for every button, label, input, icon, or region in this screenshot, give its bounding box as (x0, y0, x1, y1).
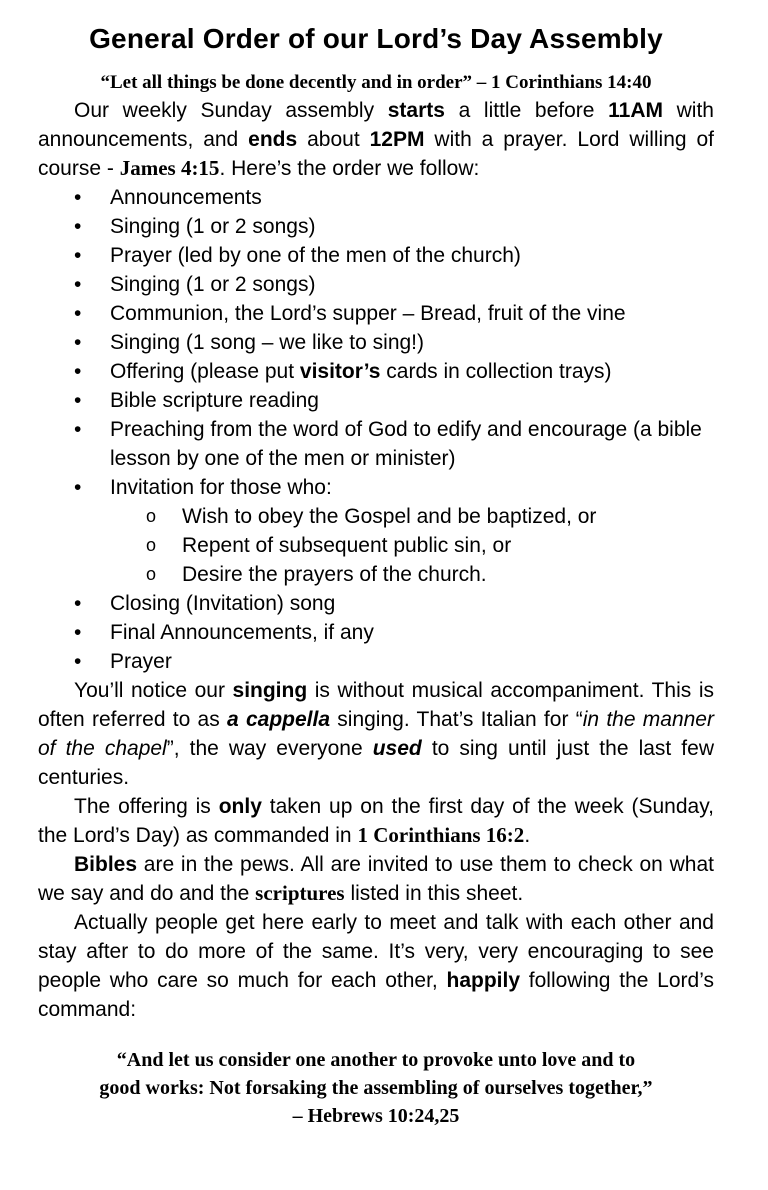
bullet-icon: • (74, 650, 82, 673)
paragraph-text: listed in this sheet. (344, 882, 524, 905)
intro-text: about (297, 128, 370, 151)
bold-bibles: Bibles (74, 853, 138, 876)
list-item-label: Preaching from the word of God to edify and encourage (a bible lesson by one of the men or minister) (110, 418, 702, 470)
bullet-icon: • (74, 215, 82, 238)
sub-list-item-label: Desire the prayers of the church. (182, 563, 487, 586)
scriptures-word: scriptures (255, 881, 345, 905)
intro-bold-ends: ends (248, 128, 298, 151)
list-item-label: Prayer (110, 650, 172, 673)
bullet-icon: • (74, 244, 82, 267)
intro-text: . Here’s the order we follow: (219, 157, 480, 180)
list-item-label: Bible scripture reading (110, 389, 319, 412)
list-item-label: Invitation for those who: (110, 476, 332, 499)
scripture-reference: James 4:15 (119, 156, 220, 180)
list-item (38, 328, 714, 357)
list-item (38, 357, 714, 386)
list-item-label: Singing (1 or 2 songs) (110, 215, 316, 238)
sub-list-item (38, 531, 714, 560)
intro-paragraph (38, 96, 714, 183)
bullet-icon: • (74, 389, 82, 412)
bold-happily: happily (446, 969, 521, 992)
bold-only: only (218, 795, 262, 818)
intro-bold-end-time: 12PM (369, 128, 425, 151)
intro-text: with a prayer. Lord willing of course - (38, 128, 714, 180)
list-item-label: Singing (1 song – we like to sing!) (110, 331, 425, 354)
circle-bullet-icon: o (146, 506, 157, 526)
bold-singing: singing (232, 679, 308, 702)
list-item-label: Closing (Invitation) song (110, 592, 336, 615)
list-item-label: Final Announcements, if any (110, 621, 374, 644)
bullet-icon: • (74, 360, 82, 383)
circle-bullet-icon: o (146, 564, 157, 584)
bullet-icon: • (74, 273, 82, 296)
intro-text: Our weekly Sunday assembly (74, 99, 388, 122)
list-item-label: Communion, the Lord’s supper – Bread, fruit of the vine (110, 302, 626, 325)
order-of-service-list (38, 183, 714, 676)
paragraph-text: You’ll notice our (74, 679, 233, 702)
italic-chapel-phrase: in the manner of the chapel (38, 708, 714, 760)
list-item-label: cards in collection trays) (380, 360, 612, 383)
list-item (38, 386, 714, 415)
list-item (38, 589, 714, 618)
list-item (38, 299, 714, 328)
offering-paragraph (38, 792, 714, 850)
intro-text: with announcements, and (38, 99, 714, 151)
intro-text: a little before (444, 99, 609, 122)
list-item-label: Announcements (110, 186, 262, 209)
list-item-label: Prayer (led by one of the men of the church) (110, 244, 521, 267)
bold-italic-used: used (372, 737, 422, 760)
list-item-bold-visitors: visitor’s (299, 360, 381, 383)
closing-quote-line: “And let us consider one another to provoke unto love and to (116, 1049, 636, 1071)
bullet-icon: • (74, 331, 82, 354)
bullet-icon: • (74, 476, 82, 499)
list-item (38, 473, 714, 589)
list-item (38, 241, 714, 270)
invitation-sublist (110, 502, 714, 589)
closing-quote-reference: – Hebrews 10:24,25 (292, 1105, 460, 1127)
list-item (38, 415, 714, 473)
scripture-reference: 1 Corinthians 16:2 (357, 823, 525, 847)
list-item (38, 270, 714, 299)
sub-list-item (38, 502, 714, 531)
bullet-icon: • (74, 592, 82, 615)
singing-paragraph (38, 676, 714, 792)
page-title: General Order of our Lord’s Day Assembly (89, 23, 663, 54)
fellowship-paragraph (38, 908, 714, 1024)
bullet-icon: • (74, 418, 82, 441)
intro-bold-starts: starts (387, 99, 445, 122)
bibles-paragraph (38, 850, 714, 908)
assembly-order-sheet (38, 0, 714, 1130)
closing-quote-line: good works: Not forsaking the assembling of ourselves together,” (99, 1077, 653, 1099)
bullet-icon: • (74, 302, 82, 325)
sub-list-item-label: Wish to obey the Gospel and be baptized, or (182, 505, 597, 528)
epigraph-quote: “Let all things be done decently and in order” – 1 Corinthians 14:40 (100, 72, 652, 93)
list-item (38, 618, 714, 647)
list-item-label: Offering (please put (110, 360, 300, 383)
paragraph-text: taken up on the first day of the week (Sunday, the Lord’s Day) as commanded in (38, 795, 714, 847)
paragraph-text: singing. That’s Italian for “ (330, 708, 583, 731)
list-item (38, 183, 714, 212)
circle-bullet-icon: o (146, 535, 157, 555)
paragraph-text: following the Lord’s command: (38, 969, 714, 1021)
paragraph-text: ”, the way everyone (166, 737, 373, 760)
paragraph-text: to sing until just the last few centuries. (38, 737, 714, 789)
paragraph-text: Actually people get here early to meet and talk with each other and stay after to do more of the same. It’s very, very encouraging to see people who care so much for each other, (38, 911, 714, 992)
paragraph-text: are in the pews. All are invited to use them to check on what we say and do and the (38, 853, 714, 905)
paragraph-text: . (524, 824, 531, 847)
list-item-label: Singing (1 or 2 songs) (110, 273, 316, 296)
paragraph-text: The offering is (74, 795, 219, 818)
paragraph-text: is without musical accompaniment. This is often referred to as (38, 679, 714, 731)
sub-list-item-label: Repent of subsequent public sin, or (182, 534, 512, 557)
list-item (38, 647, 714, 676)
closing-quote (38, 1046, 714, 1130)
intro-bold-start-time: 11AM (608, 99, 663, 122)
bold-italic-a-cappella: a cappella (227, 708, 331, 731)
bullet-icon: • (74, 621, 82, 644)
sub-list-item (38, 560, 714, 589)
bullet-icon: • (74, 186, 82, 209)
list-item (38, 212, 714, 241)
